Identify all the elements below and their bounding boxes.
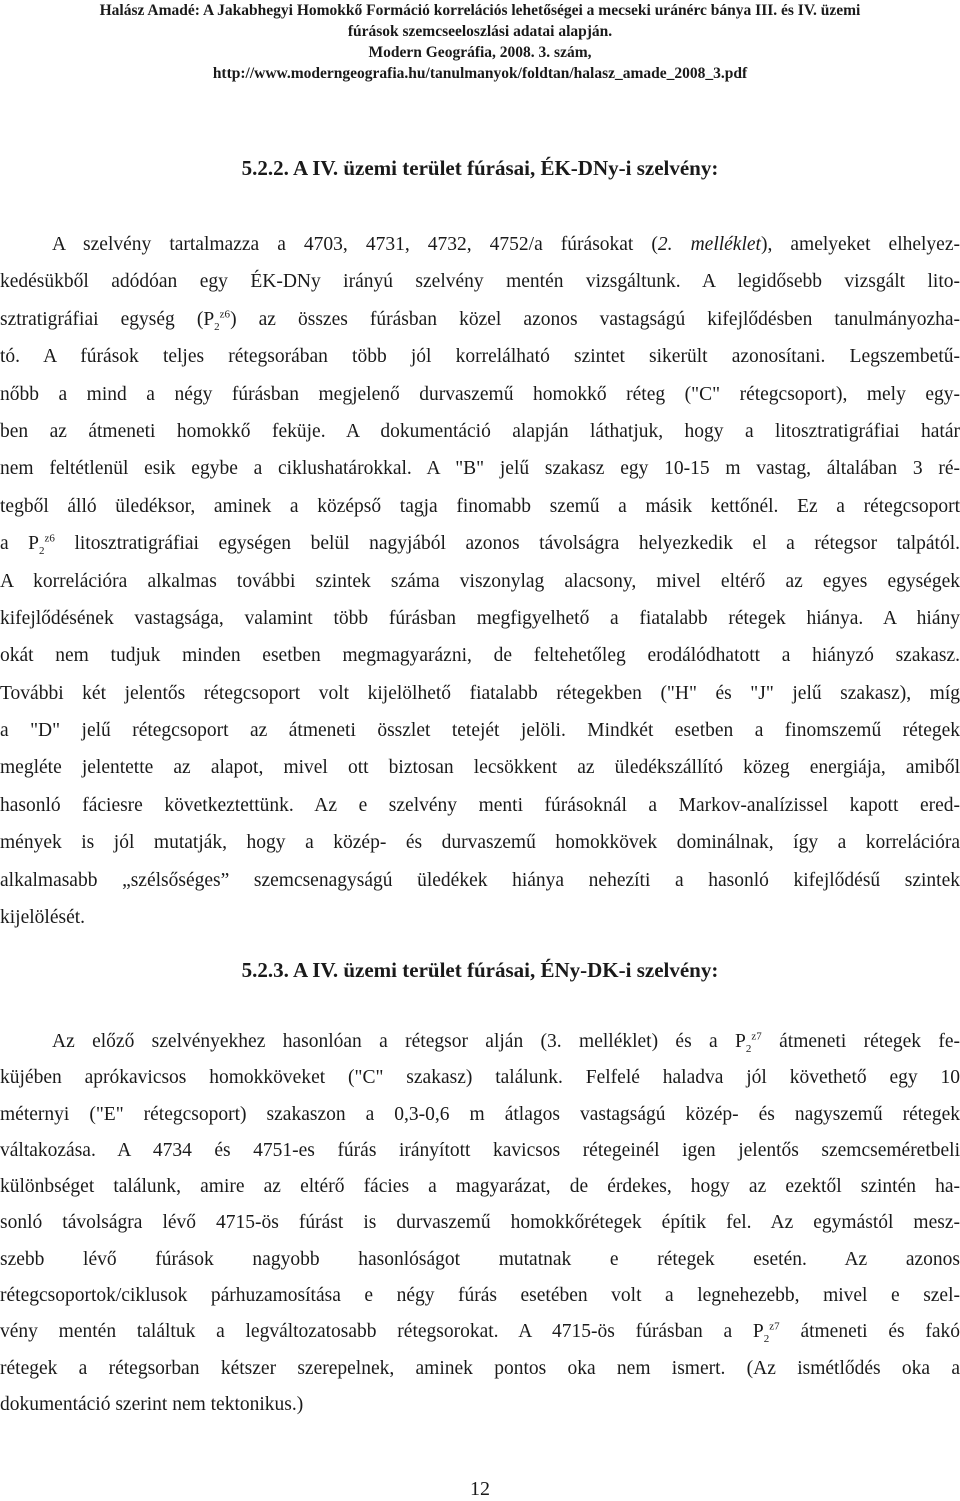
page-number: 12 [470, 1478, 490, 1500]
text-line: ben az átmeneti homokkő feküje. A dokumentáció alapján láthatjuk, hogy a litosztratigráfiai határ [0, 420, 960, 442]
section-body-eny-dk [0, 1024, 960, 1423]
running-header [0, 0, 960, 84]
text-line: tegből álló üledéksor, aminek a középső tagja finomabb szemű a másik kettőnél. Ez a rétegcsoport [0, 495, 960, 517]
text-line: okát nem tudjuk minden esetben megmagyarázni, de feltehetőleg erodálódhatott a hiányzó szakasz. [0, 645, 960, 667]
section-body-ek-dny [0, 226, 960, 936]
header-journal: Modern Geográfia, 2008. 3. szám, [368, 44, 592, 61]
text-line: sztratigráfiai egység $(P_2^{z6})$ az összes fúrásban közel azonos vastagságú kifejlődésben tanulmányozha- [0, 308, 960, 333]
text-line: küjében aprókavicsos homokköveket ("C" szakasz) találunk. Felfelé haladva jól követhető egy 10 [0, 1067, 960, 1089]
text-line: megléte jelentette az alapot, mivel ott biztosan lecsökkent az üledékszállító közeg energiája, amiből [0, 757, 960, 779]
text-line: méternyi ("E" rétegcsoport) szakaszon a 0,3-0,6 m átlagos vastagságú közép- és nagyszemű rétegek [0, 1103, 960, 1125]
text-line: kijelölését. [0, 907, 86, 929]
text-line: nem feltétlenül esik egybe a ciklushatárokkal. A "B" jelű szakasz egy 10-15 m vastag, általában 3 ré- [0, 458, 960, 480]
header-url: http://www.moderngeografia.hu/tanulmanyok/foldtan/halasz_amade_2008_3.pdf [212, 65, 748, 82]
text-line: hasonló fáciesre következtettünk. Az e szelvény menti fúrásoknál a Markov-analízissel kapott ered- [0, 794, 960, 816]
text-line: sonló távolságra lévő 4715-ös fúrást is durvaszemű homokkőrétegek építik fel. Az egymástól mesz- [0, 1212, 960, 1234]
header-citation: Halász Amadé: A Jakabhegyi Homokkő Formáció korrelációs lehetőségei a mecseki uránérc bánya III. és IV. üzemi [99, 2, 861, 19]
text-line: További két jelentős rétegcsoport volt kijelölhető fiatalabb rétegekben ("H" és "J" jelű szakasz), míg [0, 682, 960, 704]
text-line: dokumentáció szerint nem tektonikus.) [0, 1393, 304, 1415]
text-line: tó. A fúrások teljes rétegsorában több jól korrelálható szintet sikerült azonosítani. Legszembetű- [0, 346, 960, 368]
text-line: vény mentén találtuk a legváltozatosabb rétegsorokat. A 4715-ös fúrásban a $P_2^{z7}$ átmeneti és fakó [0, 1320, 960, 1346]
text-line: rétegcsoportok/ciklusok párhuzamosítása e négy fúrás esetében volt a legnehezebb, mivel e szel- [0, 1285, 960, 1307]
text-line: különbséget találunk, amire az eltérő fácies a magyarázat, de érdekes, hogy az ezektől szintén ha- [0, 1176, 960, 1198]
text-line: mények is jól mutatják, hogy a közép- és durvaszemű homokkövek dominálnak, így a korrelációra [0, 832, 960, 854]
text-line: A szelvény tartalmazza a 4703, 4731, 4732, 4752/a fúrásokat (2. melléklet), amelyeket elhelyez- [52, 234, 960, 255]
text-line: kifejlődésének vastagsága, valamint több fúrásban megfigyelhető a fiatalabb rétegek hiánya. A hiány [0, 607, 960, 629]
text-line: A korrelációra alkalmas további szintek száma viszonylag alacsony, mivel eltérő az egyes egységek [0, 570, 960, 592]
text-line: kedésükből adódóan egy ÉK-DNy irányú szelvény mentén vizsgáltunk. A legidősebb vizsgált lito- [0, 271, 960, 293]
text-line: nőbb a mind a négy fúrásban megjelenő durvaszemű homokkő réteg ("C" rétegcsoport), mely egy- [0, 383, 960, 405]
text-line: váltakozása. A 4734 és 4751-es fúrás irányított kavicsos rétegeinél igen jelentős szemcseméretbeli [0, 1139, 960, 1161]
text-line: szebb lévő fúrások nagyobb hasonlóságot mutatnak e rétegek esetén. Az azonos [0, 1248, 960, 1270]
section-heading-eny-dk: 5.2.3. A IV. üzemi terület fúrásai, ÉNy-DK-i szelvény: [241, 958, 719, 982]
text-line: alkalmasabb „szélsőséges” szemcsenagyságú üledékek hiánya nehezíti a hasonló kifejlődésű szintek [0, 869, 960, 891]
section-heading-ek-dny: 5.2.2. A IV. üzemi terület fúrásai, ÉK-DNy-i szelvény: [241, 156, 719, 180]
text-line: Az előző szelvényekhez hasonlóan a rétegsor alján (3. melléklet) és a $P_2^{z7}$ átmeneti rétegek fe- [52, 1030, 960, 1055]
text-line: a "D" jelű rétegcsoport az átmeneti összlet tetejét jelöli. Mindkét esetben a finomszemű rétegek [0, 720, 960, 742]
header-citation-cont: fúrások szemcseeloszlási adatai alapján. [347, 23, 613, 40]
text-line: a $P_2^{z6}$ litosztratigráfiai egységen belül nagyjából azonos távolságra helyezkedik el a rétegsor talpától. [0, 532, 960, 558]
text-line: rétegek a rétegsorban kétszer szerepelnek, aminek pontos oka nem ismert. (Az ismétlődés oka a [0, 1357, 960, 1379]
